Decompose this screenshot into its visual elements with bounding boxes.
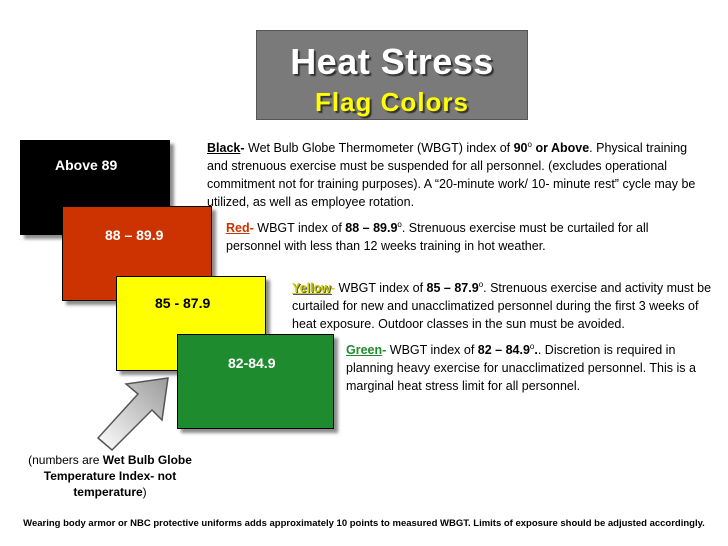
yellow-text-1: WBGT index of — [335, 281, 427, 296]
page-subtitle: Flag Colors — [314, 87, 469, 117]
page-title: Heat Stress — [290, 41, 494, 82]
red-value: 88 – 89.9 — [345, 221, 398, 236]
black-text-1: Wet Bulb Globe Thermometer (WBGT) index of — [244, 141, 514, 156]
black-degree: o — [527, 140, 532, 149]
green-value: 82 – 84.9 — [477, 343, 530, 358]
red-text-2: . Strenuous exercise must be curtailed for all personnel with less than 12 weeks training in hot weather. — [226, 221, 649, 254]
note-bold: Wet Bulb Globe Temperature Index- not temperature — [43, 453, 192, 499]
green-description: Green- WBGT index of 82 – 84.9$^o$.. Discretion is required in planning heavy exercise for unacclimatized personnel. This is a marginal heat stress limit for all personnel. — [346, 342, 696, 394]
yellow-keyword: Yellow — [292, 281, 331, 296]
flag-red-label: 88 – 89.9 — [105, 227, 164, 243]
yellow-text-2: . Strenuous exercise and activity must be curtailed for new and unacclimatized personnel during the first 3 weeks of heat exposure. Outdoor classes in the sun must be avoided. — [292, 281, 712, 332]
red-text-1: WBGT index of — [253, 221, 346, 236]
black-value: 90 — [513, 141, 528, 156]
yellow-value: 85 – 87.9 — [426, 281, 479, 296]
black-text-3: . Physical training and strenuous exercise must be suspended for all personnel. (excludes operational commitment not for training purposes). A “20-minute work/ 10- minute rest” cycle may be utilized, as well as employee rotation. — [207, 141, 696, 210]
flag-green — [177, 334, 334, 429]
yellow-description: Yellow- WBGT index of 85 – 87.9$^o$. Strenuous exercise and activity must be curtailed for new and unacclimatized personnel during the first 3 weeks of heat exposure. Outdoor classes in the sun must be avoided. — [292, 280, 712, 332]
red-degree: o — [397, 220, 402, 229]
red-keyword: Red — [226, 221, 250, 236]
black-keyword: Black — [207, 141, 241, 156]
footer-warning: Wearing body armor or NBC protective uniforms adds approximately 10 points to measured WBGT. Limits of exposure should be adjusted accordingly. — [23, 518, 705, 529]
yellow-degree: o — [478, 280, 484, 289]
flag-yellow-label: 85 - 87.9 — [155, 295, 211, 311]
note-suffix: ) — [142, 485, 147, 499]
flag-green-label: 82-84.9 — [228, 355, 276, 371]
title-box — [256, 30, 528, 120]
black-text-2: or Above — [531, 141, 590, 156]
green-keyword: Green — [346, 343, 383, 358]
wbgt-note — [20, 452, 200, 500]
green-text-1: WBGT index of — [386, 343, 478, 358]
red-description: Red- WBGT index of 88 – 89.9$^o$. Strenuous exercise must be curtailed for all personnel with less than 12 weeks training in hot weather. — [226, 220, 649, 254]
flag-black-label: Above 89 — [55, 157, 118, 173]
green-degree: o — [529, 342, 535, 351]
black-description: Black- Wet Bulb Globe Thermometer (WBGT) index of 90$^o$ or Above. Physical training and strenuous exercise must be suspended for all personnel. (excludes operational commitment not for training purposes). A “20-minute work/ 10- minute rest” cycle may be utilized, as well as employee rotation. — [207, 140, 696, 210]
green-text-2: . Discretion is required in planning heavy exercise for unacclimatized personnel. This is a marginal heat stress limit for all personnel. — [346, 343, 696, 394]
note-prefix: (numbers are — [28, 453, 103, 467]
arrow-up-right-icon — [90, 372, 180, 452]
